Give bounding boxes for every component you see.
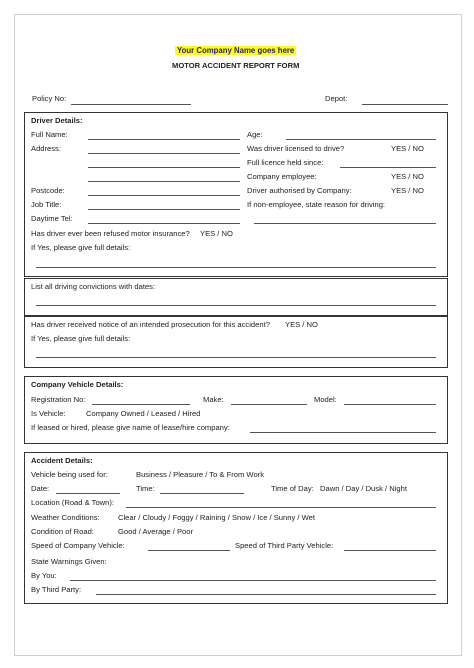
- time-field[interactable]: [160, 493, 244, 494]
- daytime-tel-label: Daytime Tel:: [31, 214, 73, 223]
- refused-answer[interactable]: YES / NO: [200, 229, 233, 238]
- licence-held-field[interactable]: [340, 167, 436, 168]
- non-employee-field[interactable]: [254, 223, 436, 224]
- make-label: Make:: [203, 395, 224, 404]
- time-of-day-label: Time of Day:: [271, 484, 314, 493]
- road-condition-label: Condition of Road:: [31, 527, 94, 536]
- vehicle-heading: Company Vehicle Details:: [31, 380, 124, 389]
- refused-if-yes-label: If Yes, please give full details:: [31, 243, 131, 252]
- policy-no-label: Policy No:: [32, 94, 67, 103]
- speed-third-field[interactable]: [344, 550, 436, 551]
- model-field[interactable]: [344, 404, 436, 405]
- location-label: Location (Road & Town):: [31, 498, 115, 507]
- refused-question: Has driver ever been refused motor insurance?: [31, 229, 190, 238]
- form-title: MOTOR ACCIDENT REPORT FORM: [172, 61, 300, 70]
- convictions-label: List all driving convictions with dates:: [31, 282, 156, 291]
- refused-details-field[interactable]: [36, 267, 436, 268]
- used-for-options[interactable]: Business / Pleasure / To & From Work: [136, 470, 265, 479]
- location-field[interactable]: [126, 507, 436, 508]
- model-label: Model:: [314, 395, 337, 404]
- full-name-field[interactable]: [88, 139, 240, 140]
- full-name-label: Full Name:: [31, 130, 68, 139]
- licensed-answer[interactable]: YES / NO: [391, 144, 424, 153]
- prosecution-answer[interactable]: YES / NO: [285, 320, 318, 329]
- postcode-label: Postcode:: [31, 186, 65, 195]
- speed-company-field[interactable]: [148, 550, 230, 551]
- policy-no-field[interactable]: [71, 104, 191, 105]
- depot-field[interactable]: [362, 104, 448, 105]
- by-third-party-field[interactable]: [96, 594, 436, 595]
- age-field[interactable]: [286, 139, 436, 140]
- used-for-label: Vehicle being used for:: [31, 470, 108, 479]
- company-employee-label: Company employee:: [247, 172, 317, 181]
- job-title-label: Job Title:: [31, 200, 62, 209]
- lease-company-field[interactable]: [250, 432, 436, 433]
- warnings-label: State Warnings Given:: [31, 557, 107, 566]
- daytime-tel-field[interactable]: [88, 223, 240, 224]
- address-field-1[interactable]: [88, 153, 240, 154]
- by-you-field[interactable]: [70, 580, 436, 581]
- ownership-options[interactable]: Company Owned / Leased / Hired: [86, 409, 201, 418]
- address-field-2[interactable]: [88, 167, 240, 168]
- authorised-label: Driver authorised by Company:: [247, 186, 352, 195]
- by-you-label: By You:: [31, 571, 57, 580]
- driver-details-heading: Driver Details:: [31, 116, 83, 125]
- weather-options[interactable]: Clear / Cloudy / Foggy / Raining / Snow / Ice / Sunny / Wet: [118, 513, 315, 522]
- date-label: Date:: [31, 484, 50, 493]
- address-field-3[interactable]: [88, 181, 240, 182]
- time-label: Time:: [136, 484, 155, 493]
- company-name: Your Company Name goes here: [177, 46, 295, 55]
- accident-heading: Accident Details:: [31, 456, 93, 465]
- make-field[interactable]: [231, 404, 307, 405]
- road-condition-options[interactable]: Good / Average / Poor: [118, 527, 194, 536]
- postcode-field[interactable]: [88, 195, 240, 196]
- non-employee-label: If non-employee, state reason for driving:: [247, 200, 386, 209]
- registration-label: Registration No:: [31, 395, 86, 404]
- job-title-field[interactable]: [88, 209, 240, 210]
- date-field[interactable]: [56, 493, 120, 494]
- is-vehicle-label: Is Vehicle:: [31, 409, 66, 418]
- speed-company-label: Speed of Company Vehicle:: [31, 541, 125, 550]
- time-of-day-options[interactable]: Dawn / Day / Dusk / Night: [320, 484, 407, 493]
- prosecution-question: Has driver received notice of an intended prosecution for this accident?: [31, 320, 270, 329]
- age-label: Age:: [247, 130, 263, 139]
- address-label: Address:: [31, 144, 61, 153]
- lease-company-label: If leased or hired, please give name of lease/hire company:: [31, 423, 230, 432]
- convictions-field[interactable]: [36, 305, 436, 306]
- speed-third-label: Speed of Third Party Vehicle:: [235, 541, 334, 550]
- registration-field[interactable]: [92, 404, 190, 405]
- weather-label: Weather Conditions:: [31, 513, 100, 522]
- depot-label: Depot:: [325, 94, 348, 103]
- licence-held-label: Full licence held since:: [247, 158, 324, 167]
- authorised-answer[interactable]: YES / NO: [391, 186, 424, 195]
- prosecution-details-field[interactable]: [36, 357, 436, 358]
- licensed-question: Was driver licensed to drive?: [247, 144, 345, 153]
- by-third-party-label: By Third Party:: [31, 585, 82, 594]
- company-employee-answer[interactable]: YES / NO: [391, 172, 424, 181]
- prosecution-if-yes-label: If Yes, please give full details:: [31, 334, 131, 343]
